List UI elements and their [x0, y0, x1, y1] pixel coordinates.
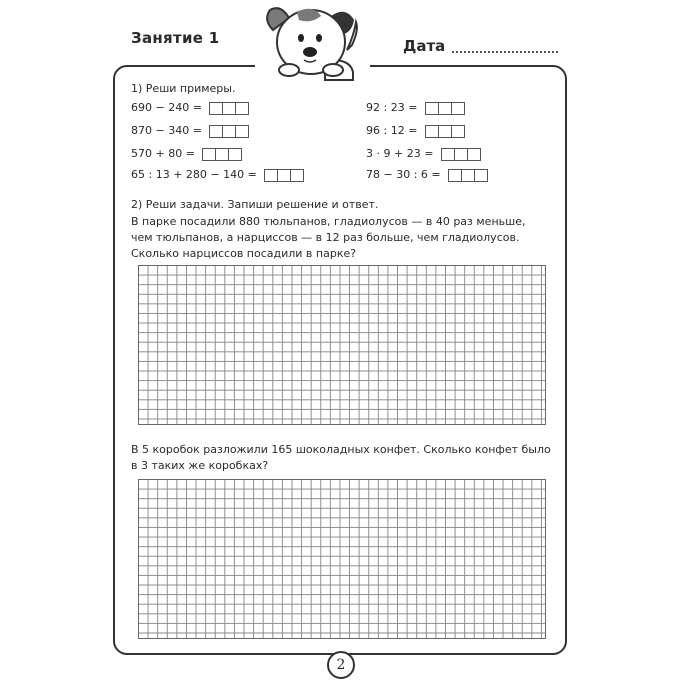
- problem1-line-1: В парке посадили 880 тюльпанов, гладиолусов — в 40 раз меньше,: [131, 215, 526, 228]
- page-number-text: 2: [336, 657, 346, 673]
- page-number: [327, 651, 355, 679]
- example-expression: 92 : 23 =: [366, 101, 418, 114]
- answer-boxes[interactable]: [209, 125, 249, 138]
- example-8: [366, 168, 488, 182]
- answer-boxes[interactable]: [448, 169, 488, 182]
- answer-boxes[interactable]: [425, 102, 465, 115]
- problem1-line-2: чем тюльпанов, а нарциссов — в 12 раз больше, чем гладиолусов.: [131, 231, 520, 244]
- dog-mascot-icon: [255, 0, 370, 82]
- example-expression: 96 : 12 =: [366, 124, 418, 137]
- answer-boxes[interactable]: [209, 102, 249, 115]
- task2-heading: 2) Реши задачи. Запиши решение и ответ.: [131, 198, 379, 211]
- example-5: [366, 101, 465, 115]
- example-expression: 3 · 9 + 23 =: [366, 147, 434, 160]
- example-1: [131, 101, 249, 115]
- example-3: [131, 147, 242, 161]
- solution-grid-1[interactable]: [138, 265, 546, 425]
- example-6: [366, 124, 465, 138]
- example-expression: 78 − 30 : 6 =: [366, 168, 441, 181]
- example-4: [131, 168, 304, 182]
- answer-boxes[interactable]: [441, 148, 481, 161]
- date-label: Дата: [403, 37, 446, 55]
- task1-heading: 1) Реши примеры.: [131, 82, 236, 95]
- example-expression: 570 + 80 =: [131, 147, 195, 160]
- example-2: [131, 124, 249, 138]
- problem2-line-1: В 5 коробок разложили 165 шоколадных конфет. Сколько конфет было: [131, 443, 551, 456]
- solution-grid-2[interactable]: [138, 479, 546, 639]
- problem2-line-2: в 3 таких же коробках?: [131, 459, 269, 472]
- lesson-title: Занятие 1: [131, 29, 220, 47]
- answer-boxes[interactable]: [425, 125, 465, 138]
- example-expression: 65 : 13 + 280 − 140 =: [131, 168, 257, 181]
- example-7: [366, 147, 481, 161]
- date-line: [452, 51, 558, 53]
- example-expression: 870 − 340 =: [131, 124, 202, 137]
- answer-boxes[interactable]: [264, 169, 304, 182]
- answer-boxes[interactable]: [202, 148, 242, 161]
- example-expression: 690 − 240 =: [131, 101, 202, 114]
- problem1-line-3: Сколько нарциссов посадили в парке?: [131, 247, 357, 260]
